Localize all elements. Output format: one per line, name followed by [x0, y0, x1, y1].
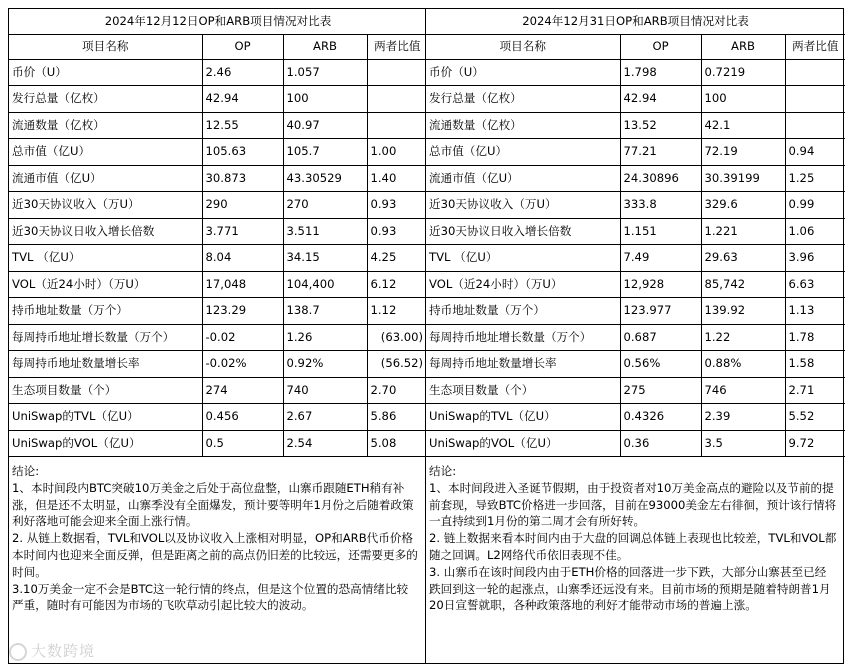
value-cell: 0.93	[367, 192, 427, 219]
metric-name-cell: 持币地址数量（万个）	[426, 298, 620, 325]
column-header: OP	[620, 34, 701, 59]
value-cell: 2.46	[202, 59, 283, 86]
value-cell: 3.96	[785, 245, 845, 272]
table-row	[9, 139, 427, 166]
value-cell	[785, 112, 845, 139]
value-cell: 17,048	[202, 271, 283, 298]
metric-name-cell: 流通数量（亿枚）	[9, 112, 202, 139]
value-cell: 1.25	[785, 165, 845, 192]
value-cell: 30.873	[202, 165, 283, 192]
table-header-row	[9, 34, 427, 59]
value-cell: 0.456	[202, 404, 283, 431]
metric-name-cell: VOL（近24小时）（万U）	[9, 271, 202, 298]
value-cell: 0.5	[202, 430, 283, 457]
value-cell: 0.99	[785, 192, 845, 219]
value-cell	[785, 86, 845, 113]
conclusion-heading: 结论:	[12, 464, 40, 478]
table-row	[426, 404, 845, 431]
table-row	[426, 245, 845, 272]
value-cell: 42.1	[701, 112, 785, 139]
value-cell: (56.52)	[367, 351, 427, 378]
metric-name-cell: UniSwap的TVL（亿U）	[9, 404, 202, 431]
conclusion-heading: 结论:	[429, 464, 457, 478]
value-cell: 329.6	[701, 192, 785, 219]
value-cell: 1.057	[283, 59, 367, 86]
value-cell: 42.94	[620, 86, 701, 113]
value-cell: 1.22	[701, 324, 785, 351]
value-cell: 138.7	[283, 298, 367, 325]
value-cell: 72.19	[701, 139, 785, 166]
column-header: ARB	[283, 34, 367, 59]
metric-name-cell: 近30天协议收入（万U）	[9, 192, 202, 219]
value-cell: 290	[202, 192, 283, 219]
value-cell: -0.02%	[202, 351, 283, 378]
value-cell: 0.56%	[620, 351, 701, 378]
value-cell	[367, 59, 427, 86]
value-cell: 24.30896	[620, 165, 701, 192]
value-cell: 2.39	[701, 404, 785, 431]
table-row	[426, 430, 845, 457]
table-row	[426, 192, 845, 219]
table-row	[9, 298, 427, 325]
conclusion-paragraph: 2. 从链上数据看，TVL和VOL以及协议收入上涨相对明显，OP和ARB代币价格本时间内也迎来全面反弹，但是距离之前的高点仍旧差的比较远，还需要更多的时间。	[12, 531, 418, 579]
right-panel	[425, 8, 844, 664]
table-row	[9, 192, 427, 219]
left-comparison-table	[9, 9, 427, 457]
value-cell: 0.7219	[701, 59, 785, 86]
metric-name-cell: 生态项目数量（个）	[426, 377, 620, 404]
table-header-row	[426, 34, 845, 59]
left-conclusion-block	[9, 457, 425, 614]
table-row	[426, 271, 845, 298]
value-cell: 5.08	[367, 430, 427, 457]
conclusion-paragraph: 1、本时间段进入圣诞节假期，由于投资者对10万美金高点的避险以及节前的提前套现，导致BTC价格进一步回落，目前在93000美金左右徘徊，预计该行情将一直持续到1月份的第二周才会有所好转。	[429, 480, 837, 529]
table-row	[9, 377, 427, 404]
value-cell: 2.70	[367, 377, 427, 404]
left-panel	[8, 8, 426, 664]
table-title-row	[9, 9, 427, 34]
metric-name-cell: 流通市值（亿U）	[426, 165, 620, 192]
column-header: 两者比值	[367, 34, 427, 59]
table-row	[9, 59, 427, 86]
value-cell: 6.12	[367, 271, 427, 298]
metric-name-cell: 发行总量（亿枚）	[426, 86, 620, 113]
value-cell: 1.06	[785, 218, 845, 245]
table-row	[9, 430, 427, 457]
metric-name-cell: 每周持币地址增长数量（万个）	[426, 324, 620, 351]
value-cell: 1.798	[620, 59, 701, 86]
metric-name-cell: 币价（U）	[426, 59, 620, 86]
conclusion-paragraph: 3. 山寨币在该时间段内由于ETH价格的回落进一步下跌，大部分山寨甚至已经跌回到这一轮的起涨点，山寨季还远没有来。目前市场的预期是随着特朗普1月20日宣誓就职，各种政策落地的利好才能带动市场的普遍上涨。	[429, 564, 831, 613]
value-cell: 740	[283, 377, 367, 404]
metric-name-cell: 总市值（亿U）	[426, 139, 620, 166]
value-cell: 9.72	[785, 430, 845, 457]
metric-name-cell: UniSwap的TVL（亿U）	[426, 404, 620, 431]
value-cell: 100	[283, 86, 367, 113]
value-cell: 0.36	[620, 430, 701, 457]
value-cell: 104,400	[283, 271, 367, 298]
table-row	[9, 245, 427, 272]
value-cell: 40.97	[283, 112, 367, 139]
metric-name-cell: 发行总量（亿枚）	[9, 86, 202, 113]
value-cell: 100	[701, 86, 785, 113]
conclusion-paragraph: 2. 链上数据来看本时间内由于大盘的回调总体链上表现也比较差，TVL和VOL都随之回调。L2网络代币依旧表现不佳。	[429, 531, 837, 562]
right-comparison-table	[426, 9, 845, 457]
value-cell: 12.55	[202, 112, 283, 139]
table-row	[426, 298, 845, 325]
value-cell: 8.04	[202, 245, 283, 272]
value-cell: 6.63	[785, 271, 845, 298]
value-cell: 333.8	[620, 192, 701, 219]
value-cell: 1.151	[620, 218, 701, 245]
value-cell	[367, 112, 427, 139]
value-cell: 270	[283, 192, 367, 219]
table-row	[426, 112, 845, 139]
conclusion-paragraph: 3.10万美金一定不会是BTC这一轮行情的终点，但是这个位置的恐高情绪比较严重，随时有可能因为市场的飞吹草动引起比较大的波动。	[12, 581, 409, 613]
table-row	[9, 86, 427, 113]
value-cell: 123.977	[620, 298, 701, 325]
value-cell: 746	[701, 377, 785, 404]
value-cell: 3.5	[701, 430, 785, 457]
value-cell	[785, 59, 845, 86]
metric-name-cell: 币价（U）	[9, 59, 202, 86]
value-cell: 1.78	[785, 324, 845, 351]
conclusion-paragraph: 1、本时间段内BTC突破10万美金之后处于高位盘整，山寨币跟随ETH稍有补涨，但是还不太明显，山寨季没有全面爆发，预计要等明年1月份之后随着政策利好落地可能会迎来全面上涨行情。	[12, 480, 414, 529]
table-row	[9, 271, 427, 298]
table-row	[9, 218, 427, 245]
column-header: 两者比值	[785, 34, 845, 59]
metric-name-cell: 持币地址数量（万个）	[9, 298, 202, 325]
value-cell: 0.4326	[620, 404, 701, 431]
value-cell: 5.86	[367, 404, 427, 431]
value-cell: 1.58	[785, 351, 845, 378]
table-row	[426, 139, 845, 166]
table-row	[426, 218, 845, 245]
value-cell: 0.93	[367, 218, 427, 245]
metric-name-cell: 每周持币地址数量增长率	[9, 351, 202, 378]
column-header: OP	[202, 34, 283, 59]
table-row	[426, 324, 845, 351]
watermark-text: 大数跨境	[31, 642, 96, 660]
value-cell: 105.7	[283, 139, 367, 166]
value-cell: 274	[202, 377, 283, 404]
value-cell: 139.92	[701, 298, 785, 325]
table-row	[9, 404, 427, 431]
value-cell: 0.92%	[283, 351, 367, 378]
metric-name-cell: 近30天协议日收入增长倍数	[426, 218, 620, 245]
value-cell: 12,928	[620, 271, 701, 298]
metric-name-cell: 流通数量（亿枚）	[426, 112, 620, 139]
metric-name-cell: TVL （亿U）	[9, 245, 202, 272]
value-cell: 13.52	[620, 112, 701, 139]
table-title: 2024年12月12日OP和ARB项目情况对比表	[9, 9, 427, 34]
metric-name-cell: UniSwap的VOL（亿U）	[426, 430, 620, 457]
value-cell: 2.54	[283, 430, 367, 457]
metric-name-cell: 近30天协议收入（万U）	[426, 192, 620, 219]
column-header: 项目名称	[426, 34, 620, 59]
right-conclusion-block	[426, 457, 843, 614]
value-cell: -0.02	[202, 324, 283, 351]
table-row	[426, 165, 845, 192]
value-cell: 2.71	[785, 377, 845, 404]
table-row	[426, 351, 845, 378]
value-cell: 85,742	[701, 271, 785, 298]
value-cell: 1.13	[785, 298, 845, 325]
metric-name-cell: 总市值（亿U）	[9, 139, 202, 166]
metric-name-cell: 流通市值（亿U）	[9, 165, 202, 192]
value-cell: 0.88%	[701, 351, 785, 378]
metric-name-cell: 生态项目数量（个）	[9, 377, 202, 404]
value-cell: 3.511	[283, 218, 367, 245]
value-cell: 2.67	[283, 404, 367, 431]
value-cell: 1.221	[701, 218, 785, 245]
metric-name-cell: UniSwap的VOL（亿U）	[9, 430, 202, 457]
value-cell: 1.00	[367, 139, 427, 166]
column-header: ARB	[701, 34, 785, 59]
value-cell: 0.94	[785, 139, 845, 166]
value-cell: 1.40	[367, 165, 427, 192]
value-cell: 43.30529	[283, 165, 367, 192]
value-cell: 77.21	[620, 139, 701, 166]
value-cell: 1.12	[367, 298, 427, 325]
value-cell: 30.39199	[701, 165, 785, 192]
value-cell: 0.687	[620, 324, 701, 351]
value-cell: 34.15	[283, 245, 367, 272]
metric-name-cell: 每周持币地址增长数量（万个）	[9, 324, 202, 351]
value-cell: 5.52	[785, 404, 845, 431]
value-cell: (63.00)	[367, 324, 427, 351]
column-header: 项目名称	[9, 34, 202, 59]
value-cell: 7.49	[620, 245, 701, 272]
table-row	[9, 165, 427, 192]
table-title-row	[426, 9, 845, 34]
metric-name-cell: 近30天协议日收入增长倍数	[9, 218, 202, 245]
value-cell: 1.26	[283, 324, 367, 351]
table-row	[9, 351, 427, 378]
table-row	[426, 59, 845, 86]
metric-name-cell: VOL（近24小时）（万U）	[426, 271, 620, 298]
value-cell: 123.29	[202, 298, 283, 325]
table-row	[9, 112, 427, 139]
value-cell: 42.94	[202, 86, 283, 113]
table-row	[426, 86, 845, 113]
metric-name-cell: TVL （亿U）	[426, 245, 620, 272]
table-row	[9, 324, 427, 351]
value-cell: 4.25	[367, 245, 427, 272]
value-cell: 275	[620, 377, 701, 404]
table-title: 2024年12月31日OP和ARB项目情况对比表	[426, 9, 845, 34]
brand-logo-icon	[9, 643, 27, 661]
value-cell: 29.63	[701, 245, 785, 272]
value-cell: 3.771	[202, 218, 283, 245]
value-cell: 105.63	[202, 139, 283, 166]
watermark	[9, 640, 95, 661]
table-row	[426, 377, 845, 404]
metric-name-cell: 每周持币地址数量增长率	[426, 351, 620, 378]
value-cell	[367, 86, 427, 113]
